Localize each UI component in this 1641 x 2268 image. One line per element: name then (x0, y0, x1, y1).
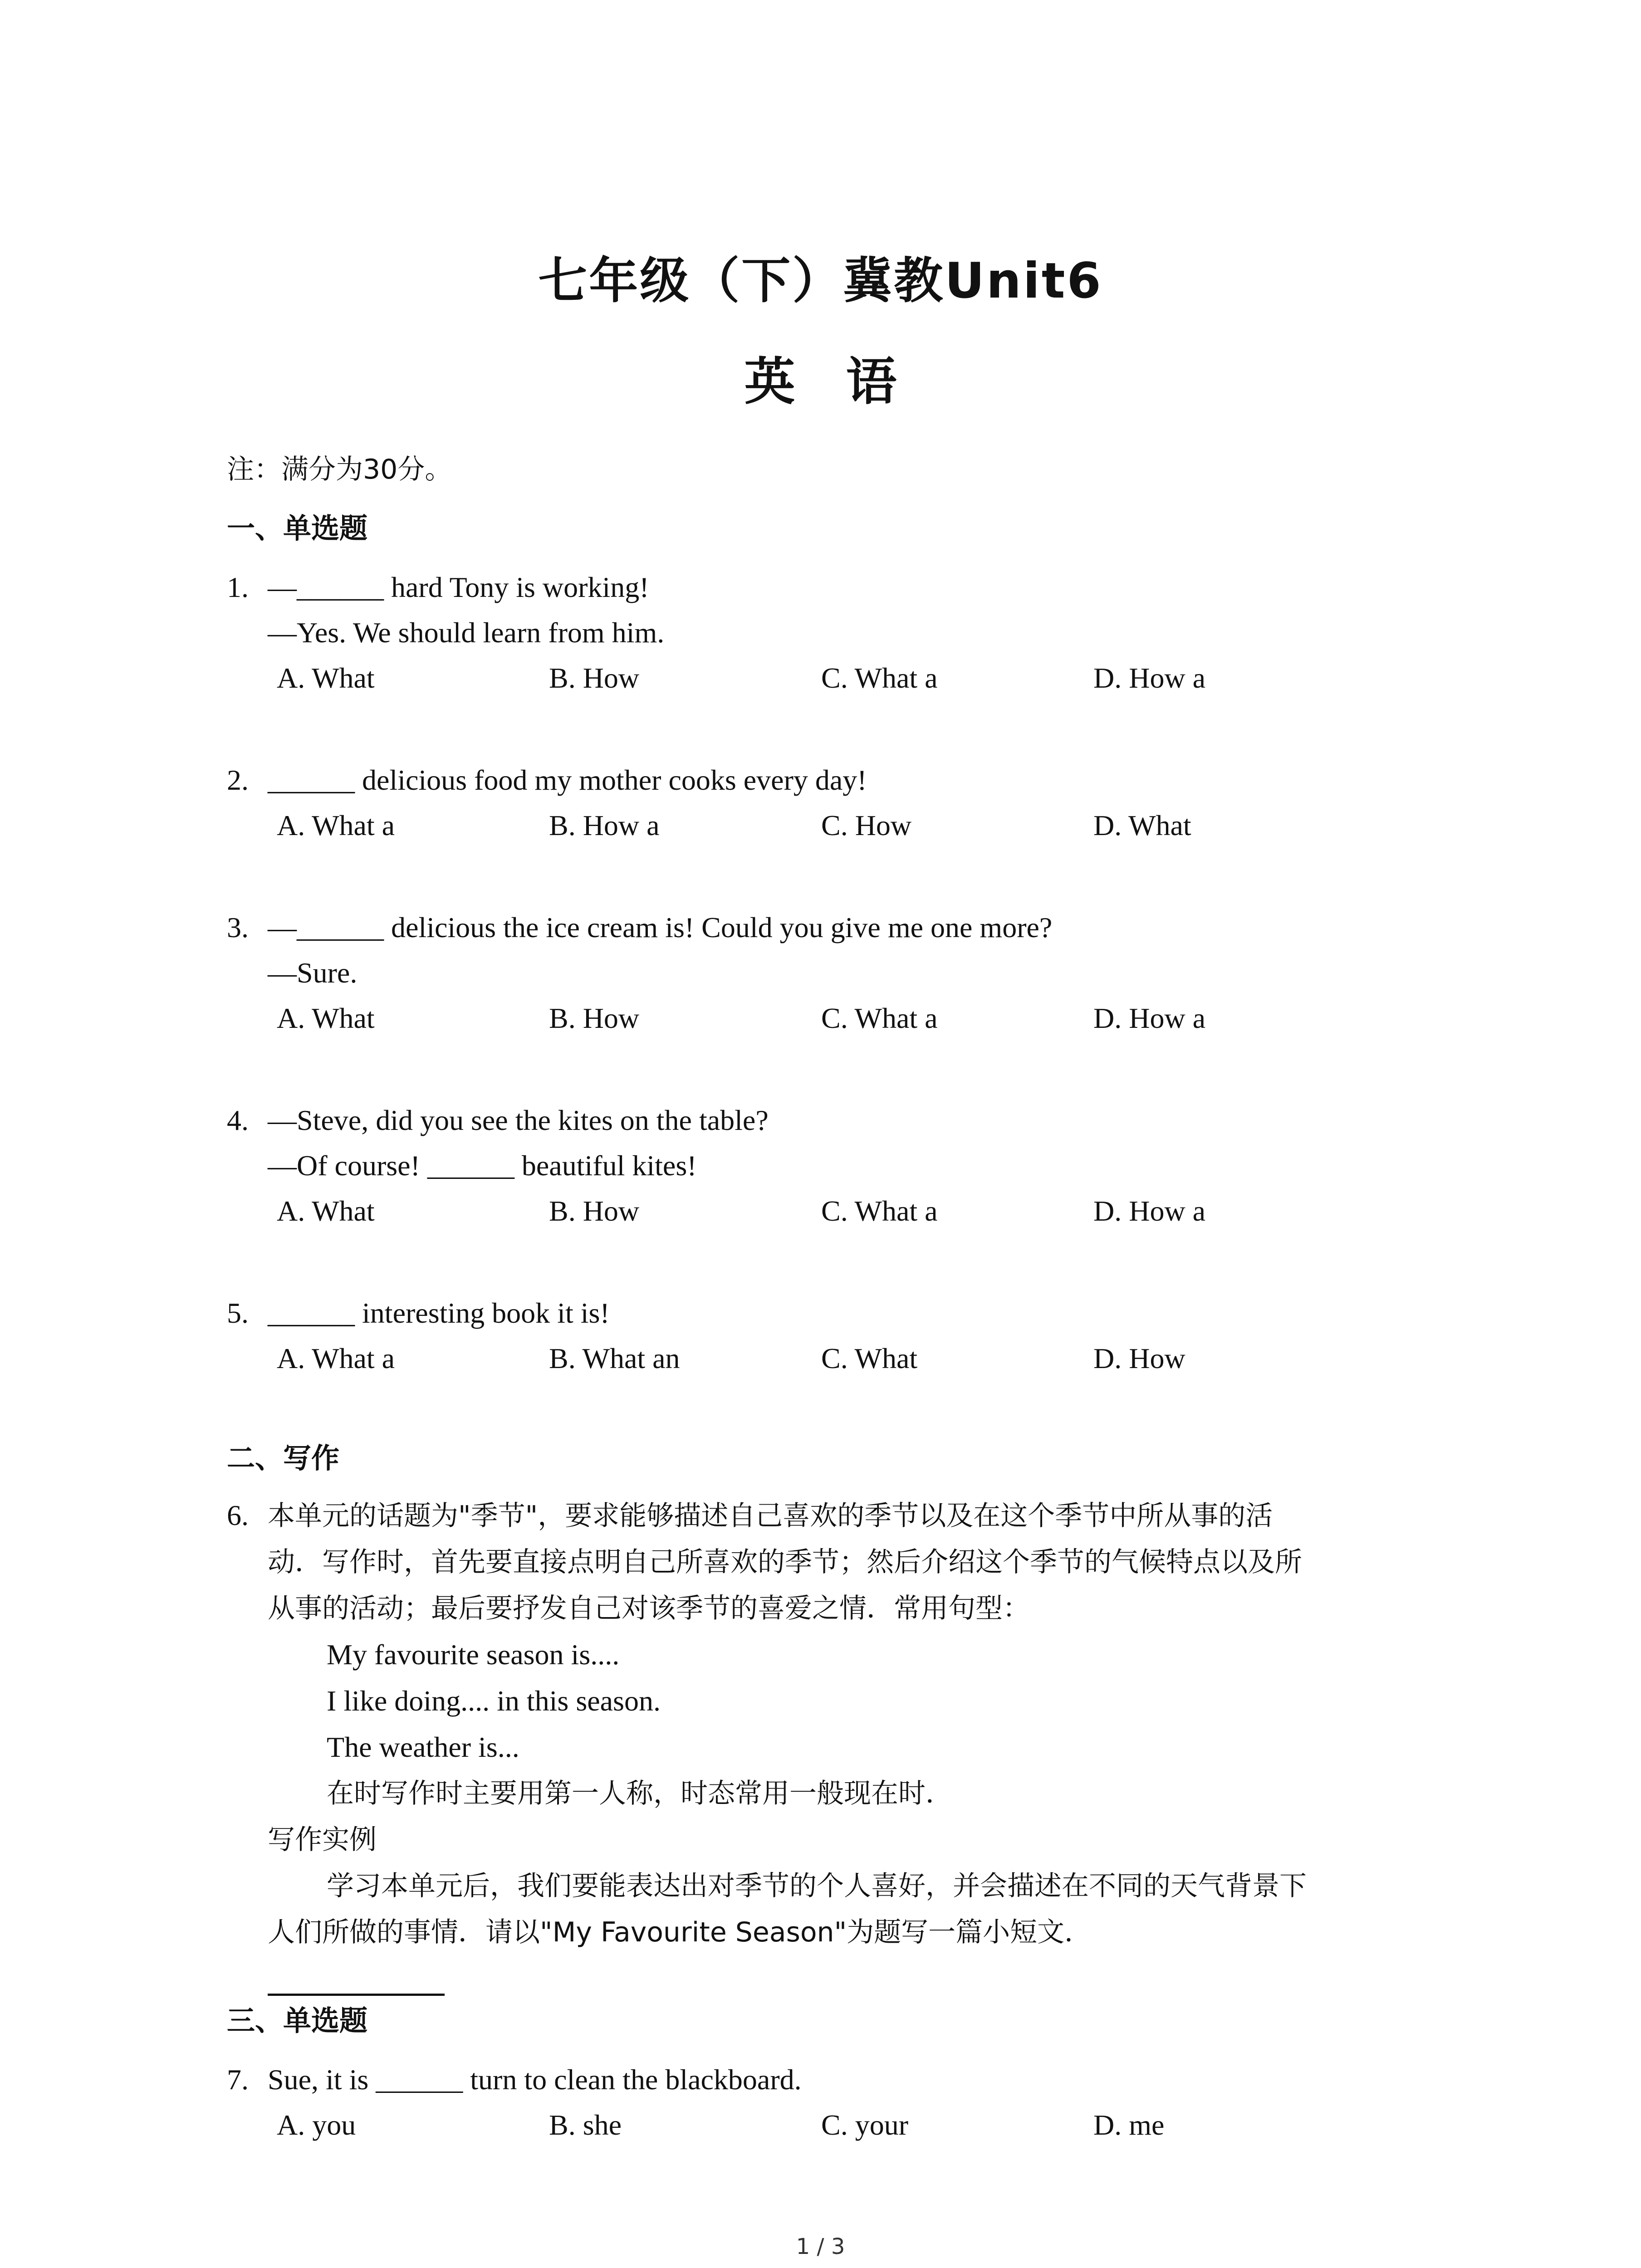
option-d[interactable]: D. me (1093, 2109, 1165, 2141)
option-b[interactable]: B. How (549, 1002, 640, 1034)
score-note: 注：满分为30分。 (227, 454, 452, 485)
question-line (227, 905, 1052, 950)
sentence-pattern: The weather is... (327, 1731, 519, 1763)
question-number: 1. (227, 571, 249, 603)
section-title-1: 一、单选题 (227, 512, 368, 545)
question-5 (227, 1290, 1185, 1381)
question-number: 4. (227, 1104, 249, 1136)
question-number: 6. (227, 1499, 249, 1531)
document-title: 七年级（下）冀教Unit6 (538, 253, 1103, 309)
question-text: ______ interesting book it is! (268, 1297, 610, 1329)
option-c[interactable]: C. What a (821, 1195, 938, 1227)
option-c[interactable]: C. What a (821, 662, 938, 694)
writing-line: 人们所做的事情．请以"My Favourite Season"为题写一篇小短文． (268, 1916, 1092, 1948)
answer-blank-line[interactable] (268, 1994, 445, 1996)
option-a[interactable]: A. What a (277, 1342, 395, 1374)
options-row (227, 1188, 1206, 1234)
question-number: 3. (227, 911, 249, 943)
question-text: —______ hard Tony is working! (268, 571, 649, 603)
sentence-pattern: I like doing.... in this season. (327, 1685, 661, 1717)
writing-text: 本单元的话题为"季节"，要求能够描述自己喜欢的季节以及在这个季节中所从事的活 (268, 1500, 1273, 1532)
question-text: —______ delicious the ice cream is! Could you give me one more? (268, 911, 1053, 943)
subject-title (0, 352, 1641, 413)
writing-line: 学习本单元后，我们要能表达出对季节的个人喜好，并会描述在不同的天气背景下 (327, 1870, 1307, 1902)
option-c[interactable]: C. What a (821, 1002, 938, 1034)
options-row (227, 1336, 1185, 1381)
writing-line: 动．写作时，首先要直接点明自己所喜欢的季节；然后介绍这个季节的气候特点以及所 (268, 1546, 1302, 1578)
writing-example-label: 写作实例 (268, 1824, 377, 1856)
option-b[interactable]: B. she (549, 2109, 622, 2141)
question-number: 7. (227, 2063, 249, 2096)
option-a[interactable]: A. What (277, 1002, 375, 1034)
option-d[interactable]: D. How (1093, 1342, 1185, 1374)
question-3 (227, 905, 1206, 1041)
question-1 (227, 565, 1206, 701)
question-line: —Yes. We should learn from him. (268, 616, 665, 649)
option-d[interactable]: D. What (1093, 809, 1191, 841)
question-7 (227, 2057, 1165, 2148)
options-row (227, 655, 1206, 701)
question-text: —Steve, did you see the kites on the table? (268, 1104, 769, 1136)
question-line (227, 1290, 610, 1336)
question-line (227, 1098, 769, 1143)
section-title-2: 二、写作 (227, 1442, 340, 1475)
option-b[interactable]: B. How a (549, 809, 660, 841)
question-number: 2. (227, 764, 249, 796)
question-text: Sue, it is ______ turn to clean the blackboard. (268, 2063, 802, 2096)
option-b[interactable]: B. What an (549, 1342, 680, 1374)
option-a[interactable]: A. What a (277, 809, 395, 841)
question-number: 5. (227, 1297, 249, 1329)
question-line (227, 565, 664, 610)
option-c[interactable]: C. your (821, 2109, 908, 2141)
question-2 (227, 758, 1191, 848)
option-a[interactable]: A. What (277, 1195, 375, 1227)
page-number: 1 / 3 (796, 2234, 845, 2259)
subject-char-1: 英 (744, 352, 795, 411)
option-b[interactable]: B. How (549, 1195, 640, 1227)
option-c[interactable]: C. How (821, 809, 912, 841)
question-line: —Of course! ______ beautiful kites! (268, 1149, 697, 1182)
option-a[interactable]: A. you (277, 2109, 356, 2141)
sentence-pattern: My favourite season is.... (327, 1638, 620, 1671)
section-title-3: 三、单选题 (227, 2004, 368, 2037)
options-row (227, 803, 1191, 848)
writing-line: 在时写作时主要用第一人称，时态常用一般现在时． (327, 1778, 953, 1809)
options-row (227, 2102, 1165, 2148)
option-d[interactable]: D. How a (1093, 1195, 1206, 1227)
option-c[interactable]: C. What (821, 1342, 918, 1374)
option-a[interactable]: A. What (277, 662, 375, 694)
question-4 (227, 1098, 1206, 1234)
option-d[interactable]: D. How a (1093, 662, 1206, 694)
writing-question-6 (227, 1492, 1307, 1955)
subject-char-2: 语 (846, 352, 897, 411)
option-b[interactable]: B. How (549, 662, 640, 694)
option-d[interactable]: D. How a (1093, 1002, 1206, 1034)
writing-line: 从事的活动；最后要抒发自己对该季节的喜爱之情．常用句型： (268, 1593, 1030, 1624)
options-row (227, 996, 1206, 1041)
question-text: ______ delicious food my mother cooks every day! (268, 764, 867, 796)
question-line (227, 758, 867, 803)
question-line (227, 2057, 802, 2102)
question-line: —Sure. (268, 957, 358, 989)
writing-line (227, 1492, 1307, 1539)
